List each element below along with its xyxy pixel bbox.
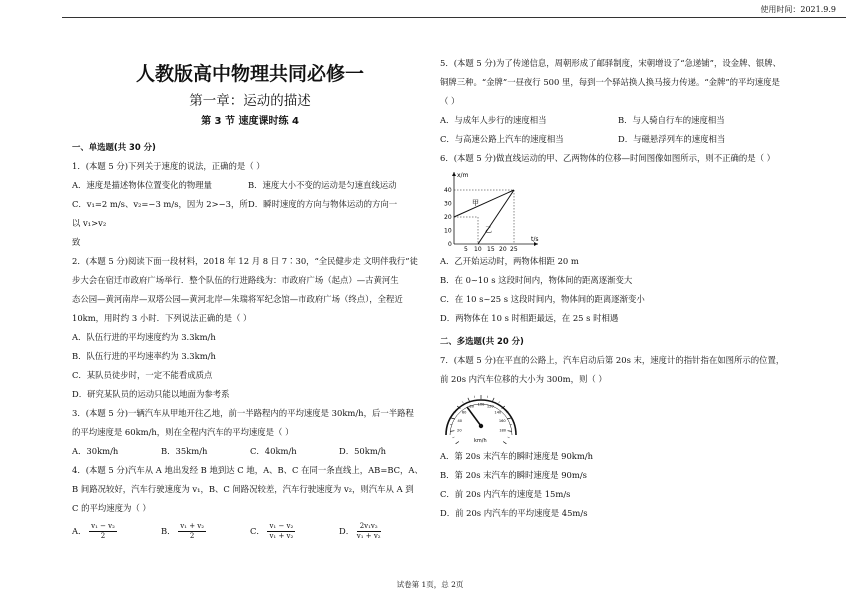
speedometer-unit: km/h	[474, 438, 487, 444]
q2-line2: 步大会在宿迁市政府广场举行．整个队伍的行进路线为：市政府广场（起点）—古黄河生	[72, 275, 399, 285]
speedometer-label: 60	[461, 410, 467, 415]
q1-option-b: B．速度大小不变的运动是匀速直线运动	[248, 180, 397, 190]
q3-option-a: A．30km/h	[72, 446, 119, 456]
speedometer-tick	[503, 441, 506, 443]
q2-line1: 2．(本题 5 分)阅读下面一段材料，2018 年 12 月 8 日 7∶30，“全民健步走 文明伴我行”徒	[72, 256, 418, 266]
speedometer-tick	[451, 418, 455, 419]
left-column	[72, 54, 428, 541]
q6-xtick-20: 20	[499, 246, 507, 252]
q4-b-numerator: v₁ + v₂	[180, 522, 205, 530]
speedometer-label: 120	[486, 404, 494, 409]
q3-line1: 3．(本题 5 分)一辆汽车从甲地开往乙地，前一半路程内的平均速度是 30km/h，后一半路程	[72, 408, 414, 418]
speedometer-tick	[499, 401, 500, 403]
q6-position-time-graph	[442, 168, 542, 252]
speedometer-label: 80	[469, 404, 474, 409]
q5-line3: （ ）	[440, 96, 460, 106]
speedometer-tick	[468, 398, 470, 402]
q2-line4: 10km，用时约 3 小时．下列说法正确的是（ ）	[72, 313, 252, 323]
speedometer-tick	[507, 418, 511, 419]
q6-xtick-10: 10	[474, 246, 482, 252]
speedometer-tick	[456, 441, 459, 443]
speedometer-tick	[492, 398, 494, 402]
q4-a-denominator: 2	[100, 532, 106, 540]
q2-line3: 态公园—黄河南岸—双塔公园—黄河北岸—朱瑞将军纪念馆—市政府广场（终点），全程近	[72, 294, 403, 304]
q4-c-numerator: v₁ − v₂	[269, 522, 294, 530]
q4-option-a-label: A．	[72, 526, 87, 536]
q4-option-b-label: B．	[161, 526, 176, 536]
q4-options	[72, 522, 428, 541]
speedometer-tick	[508, 437, 510, 438]
q2-option-c: C．某队员徒步时，一定不能看成质点	[72, 370, 213, 380]
q5-options-ab	[440, 111, 796, 130]
q1-options-ab	[72, 176, 428, 195]
q6-ytick-40: 40	[444, 187, 452, 194]
q4-option-a-fraction	[89, 522, 117, 541]
q6-label-jia: 甲	[472, 199, 479, 207]
q7-option-a: A．第 20s 末汽车的瞬时速度是 90km/h	[440, 451, 594, 461]
q5-line2: 铜牌三种。“金牌”一昼夜行 500 里，每到一个驿站换人换马接力传递。“金牌”的平均速度是	[440, 77, 780, 87]
speedometer-label: 140	[494, 410, 502, 415]
q7-option-c: C．前 20s 内汽车的速度是 15m/s	[440, 489, 571, 499]
q4-b-denominator: 2	[189, 532, 195, 540]
q6-ytick-0: 0	[448, 241, 452, 248]
speedometer-ticks	[450, 395, 512, 444]
speedometer-needle	[467, 404, 481, 426]
q6-option-d: D．两物体在 10 s 时相距最远，在 25 s 时相遇	[440, 313, 619, 323]
q6-ytick-10: 10	[444, 227, 452, 235]
q6-xtick-5: 5	[464, 246, 468, 252]
q1-option-d-cont: 致	[72, 237, 81, 247]
q4-option-b-fraction	[178, 522, 206, 541]
speedometer-tick	[452, 437, 454, 438]
q6-xtick-25: 25	[510, 246, 518, 252]
multi-choice-heading: 二、多选题(共 20 分)	[440, 336, 524, 346]
q5-option-c: C．与高速公路上汽车的速度相当	[440, 134, 564, 144]
q3-option-c: C．40km/h	[250, 446, 297, 456]
q1-option-c: C．v₁=2 m/s、v₂=−3 m/s，因为 2>−3，所以 v₁>v₂	[72, 199, 248, 228]
q6-y-arrow	[452, 172, 456, 176]
q5-option-a: A．与成年人步行的速度相当	[440, 115, 547, 125]
q4-option-c	[250, 522, 339, 541]
q4-line2: B 间路况较好，汽车行驶速度为 v₁，B、C 间路况较差，汽车行驶速度为 v₂，则汽车从 A 到	[72, 484, 414, 494]
q7-line1: 7．(本题 5 分)在平直的公路上，汽车启动后第 20s 末，速度计的指针指在如图所示的位置，	[440, 355, 785, 365]
q4-a-numerator: v₁ − v₂	[91, 522, 115, 530]
q1-option-a: A．速度是描述物体位置变化的物理量	[72, 180, 213, 190]
speedometer-label: 180	[499, 428, 507, 433]
q4-line1: 4．(本题 5 分)汽车从 A 地出发经 B 地到达 C 地，A、B、C 在同一条直线上，AB=BC，A、	[72, 465, 423, 475]
q6-xtick-15: 15	[487, 246, 495, 252]
q5-option-b: B．与人骑自行车的速度相当	[618, 115, 725, 125]
q4-option-b	[161, 522, 250, 541]
speedometer-tick	[450, 431, 454, 432]
q3-options	[72, 442, 428, 461]
q1-option-d: D．瞬时速度的方向与物体运动的方向一	[248, 199, 398, 209]
q7-line2: 前 20s 内汽车位移的大小为 300m，则（ ）	[440, 374, 607, 384]
right-column	[440, 54, 796, 523]
q7-option-b: B．第 20s 末汽车的瞬时速度是 90m/s	[440, 470, 587, 480]
q1-options-cd	[72, 195, 428, 233]
q6-label-yi: 乙	[485, 226, 492, 234]
chapter-title: 第一章：运动的描述	[189, 93, 311, 109]
q7-option-d: D．前 20s 内汽车的平均速度是 45m/s	[440, 508, 588, 518]
q6-x-label: t/s	[531, 236, 539, 243]
q5-line1: 5．(本题 5 分)为了传递信息，周朝形成了邮驿制度，宋朝增设了“急递铺”，设金牌、银牌、	[440, 58, 781, 68]
section-title: 第 3 节 速度课时练 4	[201, 116, 299, 127]
q5-option-d: D．与磁悬浮列车的速度相当	[618, 134, 726, 144]
q4-line3: C 的平均速度为（ ）	[72, 503, 151, 513]
speedometer-hub	[479, 424, 483, 428]
q6-option-a: A．乙开始运动时，两物体相距 20 m	[440, 256, 579, 266]
q6-stem: 6．(本题 5 分)做直线运动的甲、乙两物体的位移—时间图像如图所示，则不正确的是（ ）	[440, 153, 776, 163]
q6-option-b: B．在 0~10 s 这段时间内，物体间的距离逐渐变大	[440, 275, 633, 285]
speedometer-tick	[508, 431, 512, 432]
speedometer-label: 40	[457, 418, 463, 423]
page-footer: 试卷第 1页，总 2页	[396, 580, 464, 589]
q1-stem: 1．(本题 5 分)下列关于速度的说法，正确的是（ ）	[72, 161, 265, 171]
use-time: 使用时间：2021.9.9	[760, 5, 836, 14]
q6-ytick-20: 20	[444, 214, 452, 221]
q7-speedometer	[440, 391, 522, 447]
q4-option-d-fraction	[357, 522, 381, 541]
q6-option-c: C．在 10 s~25 s 这段时间内，物体间的距离逐渐变小	[440, 294, 645, 304]
q4-option-c-fraction	[267, 522, 295, 541]
q2-option-b: B．队伍行进的平均速率约为 3.3km/h	[72, 351, 216, 361]
q2-option-a: A．队伍行进的平均速度约为 3.3km/h	[72, 332, 216, 342]
header-rule	[62, 17, 846, 18]
speedometer-label: 160	[498, 418, 506, 423]
single-choice-heading: 一、单选题(共 30 分)	[72, 142, 156, 152]
main-title: 人教版高中物理共同必修一	[135, 63, 364, 85]
speedometer-label: 100	[477, 402, 485, 407]
q3-option-d: D．50km/h	[339, 446, 386, 456]
q5-options-cd	[440, 130, 796, 149]
q4-c-denominator: v₁ + v₂	[269, 532, 294, 540]
q4-d-denominator: v₁ + v₂	[356, 532, 381, 540]
q6-ytick-30: 30	[444, 200, 452, 208]
q4-option-c-label: C．	[250, 526, 265, 536]
q4-option-d-label: D．	[339, 526, 355, 536]
q3-line2: 的平均速度是 60km/h，则在全程内汽车的平均速度是（ ）	[72, 427, 294, 437]
q4-option-a	[72, 522, 161, 541]
q4-d-numerator: 2v₁v₂	[357, 522, 381, 532]
speedometer-label: 20	[457, 428, 462, 433]
q3-option-b: B．35km/h	[161, 446, 208, 456]
q6-y-label: x/m	[457, 172, 469, 179]
q2-option-d: D．研究某队员的运动只能以地面为参考系	[72, 389, 230, 399]
speedometer-tick	[462, 401, 463, 403]
q4-option-d	[339, 522, 428, 541]
